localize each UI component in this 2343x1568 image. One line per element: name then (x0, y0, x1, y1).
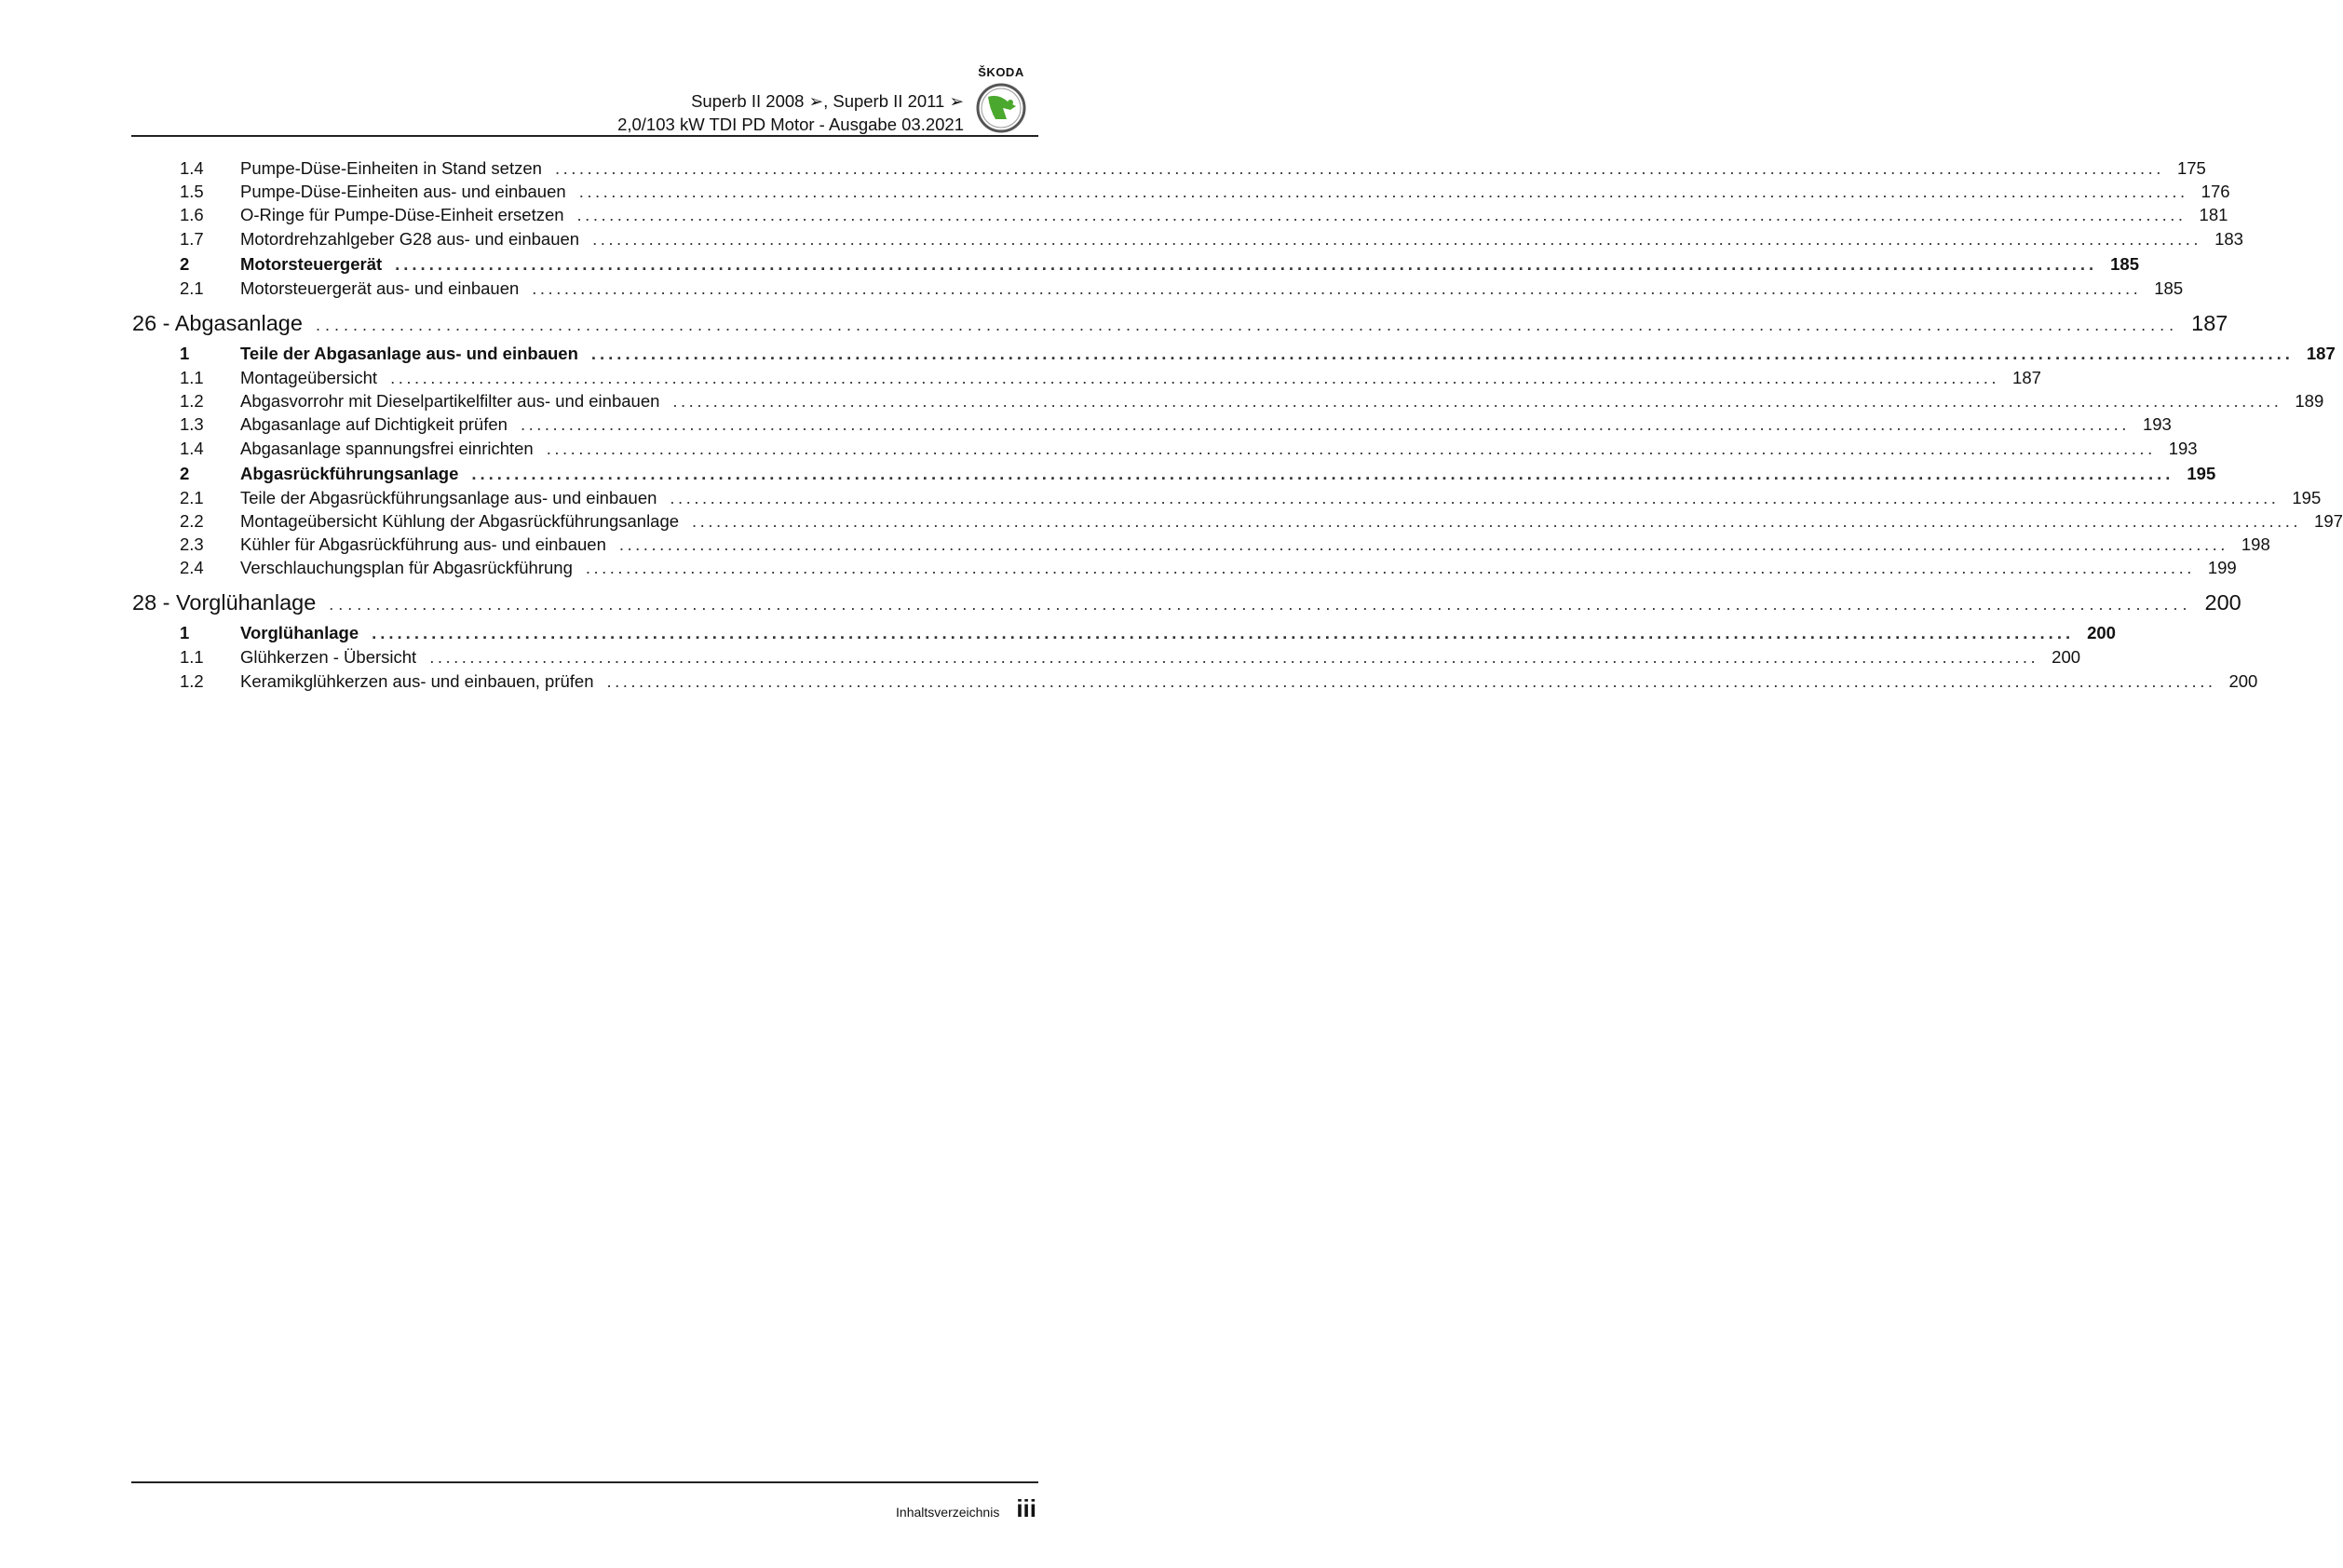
toc-section[interactable] (132, 340, 2336, 366)
toc-chapter[interactable] (132, 579, 2241, 616)
toc-number: 1.7 (180, 228, 204, 249)
toc-page: 187 (2191, 310, 2228, 335)
toc-page: 198 (2241, 534, 2270, 555)
toc-number: 1.3 (180, 414, 204, 435)
toc-page: 181 (2199, 205, 2228, 225)
toc-page: 195 (2292, 487, 2322, 507)
skoda-logo (968, 65, 1034, 134)
dot-leader: ........................................................................................................................................................................................................ (672, 391, 2282, 412)
toc-number: 1.6 (180, 205, 204, 225)
toc-number: 1 (180, 623, 190, 643)
toc-entry[interactable] (132, 366, 2041, 389)
toc-title: Montageübersicht Kühlung der Abgasrückführungsanlage (240, 510, 680, 531)
header-engine-edition: 2,0/103 kW TDI PD Motor - Ausgabe 03.2021 (617, 115, 964, 134)
toc-entry[interactable] (132, 412, 2172, 436)
dot-leader: ........................................................................................................................................................................................................ (670, 487, 2280, 507)
toc-number: 1.5 (180, 182, 204, 202)
toc-number: 2.3 (180, 534, 204, 555)
toc-number: 2.1 (180, 487, 204, 507)
toc-title: Teile der Abgasanlage aus- und einbauen (240, 343, 578, 363)
toc-title: Abgasanlage auf Dichtigkeit prüfen (240, 414, 508, 435)
logo-wordmark: ŠKODA (978, 65, 1024, 79)
footer-rule (131, 1481, 1038, 1483)
toc-page: 193 (2142, 414, 2172, 435)
toc-page: 187 (2012, 367, 2041, 387)
dot-leader: ........................................................................................................................................................................................................ (471, 463, 2174, 483)
toc-title: Vorglühanlage (240, 623, 359, 643)
toc-title: Pumpe-Düse-Einheiten aus- und einbauen (240, 182, 566, 202)
toc-page: 185 (2110, 253, 2139, 274)
toc-title: Keramikglühkerzen aus- und einbauen, prüfen (240, 670, 594, 691)
toc-entry[interactable] (132, 645, 2081, 669)
toc-page: 185 (2154, 277, 2184, 298)
dot-leader: ........................................................................................................................................................................................................ (576, 205, 2187, 225)
toc-entry[interactable] (132, 277, 2184, 300)
toc-entry[interactable] (132, 437, 2198, 460)
toc-number: 1 (180, 343, 190, 363)
toc-title: Abgasvorrohr mit Dieselpartikelfilter aus- und einbauen (240, 391, 660, 412)
toc-entry[interactable] (132, 509, 2343, 533)
toc-page: 195 (2187, 463, 2216, 483)
toc-page: 183 (2214, 228, 2243, 249)
toc-title: Motordrehzahlgeber G28 aus- und einbauen (240, 228, 580, 249)
toc-title: Glühkerzen - Übersicht (240, 647, 417, 668)
toc-title: Abgasrückführungsanlage (240, 463, 459, 483)
dot-leader: ........................................................................................................................................................................................................ (590, 343, 2294, 363)
dot-leader: ........................................................................................................................................................................................................ (520, 414, 2130, 435)
dot-leader: ........................................................................................................................................................................................................ (692, 510, 2302, 531)
toc-page: 175 (2176, 158, 2206, 178)
toc-section[interactable] (132, 619, 2116, 645)
toc-number: 1.2 (180, 670, 204, 691)
toc-title: O-Ringe für Pumpe-Düse-Einheit ersetzen (240, 205, 564, 225)
toc-title: Kühler für Abgasrückführung aus- und einbauen (240, 534, 606, 555)
dot-leader: ........................................................................................................................................................................................................ (395, 253, 2098, 274)
toc-number: 1.1 (180, 647, 204, 668)
dot-leader: ........................................................................................................................................................................................................ (329, 595, 2192, 615)
dot-leader: ........................................................................................................................................................................................................ (578, 182, 2188, 202)
toc-page: 197 (2314, 510, 2343, 531)
toc-title: Teile der Abgasrückführungsanlage aus- und einbauen (240, 487, 657, 507)
dot-leader: ........................................................................................................................................................................................................ (585, 558, 2195, 578)
dot-leader: ........................................................................................................................................................................................................ (372, 623, 2075, 643)
toc-page: 189 (2295, 391, 2324, 412)
toc-title: 26 - Abgasanlage (132, 310, 303, 335)
toc-title: Verschlauchungsplan für Abgasrückführung (240, 558, 573, 578)
toc-entry[interactable] (132, 669, 2258, 693)
header-models: Superb II 2008 ➢, Superb II 2011 ➢ (691, 91, 964, 111)
toc-number: 2.1 (180, 277, 204, 298)
toc-section[interactable] (132, 460, 2216, 486)
toc-page: 200 (2228, 670, 2258, 691)
toc-entry[interactable] (132, 533, 2270, 556)
toc-entry[interactable] (132, 486, 2322, 509)
toc-entry[interactable] (132, 227, 2243, 250)
toc-entry[interactable] (132, 203, 2228, 226)
dot-leader: ........................................................................................................................................................................................................ (429, 647, 2039, 668)
toc-number: 1.4 (180, 158, 204, 178)
toc-number: 1.2 (180, 391, 204, 412)
toc-chapter[interactable] (132, 300, 2228, 337)
document-header (617, 89, 964, 136)
toc-entry[interactable] (132, 556, 2237, 579)
dot-leader: ........................................................................................................................................................................................................ (390, 367, 2000, 387)
toc-page: 200 (2204, 590, 2241, 615)
footer-page-number: iii (1016, 1494, 1036, 1522)
toc-page: 187 (2306, 343, 2336, 363)
dot-leader: ........................................................................................................................................................................................................ (606, 670, 2216, 691)
document-footer (896, 1494, 1036, 1523)
footer-section-label: Inhaltsverzeichnis (896, 1505, 1000, 1520)
toc-number: 1.1 (180, 367, 204, 387)
dot-leader: ........................................................................................................................................................................................................ (618, 534, 2228, 555)
toc-entry[interactable] (132, 156, 2206, 180)
toc-page: 193 (2168, 438, 2198, 458)
toc-page: 200 (2052, 647, 2081, 668)
toc-page: 199 (2207, 558, 2237, 578)
toc-number: 2 (180, 253, 190, 274)
dot-leader: ........................................................................................................................................................................................................ (592, 228, 2202, 249)
toc-entry[interactable] (132, 180, 2230, 203)
dot-leader: ........................................................................................................................................................................................................ (546, 438, 2156, 458)
toc-page: 200 (2087, 623, 2116, 643)
toc-entry[interactable] (132, 389, 2324, 412)
toc-number: 2.2 (180, 510, 204, 531)
header-rule (131, 135, 1038, 137)
skoda-arrow-icon (975, 82, 1027, 134)
toc-title: Motorsteuergerät aus- und einbauen (240, 277, 520, 298)
toc-title: Montageübersicht (240, 367, 378, 387)
toc-title: 28 - Vorglühanlage (132, 590, 317, 615)
toc-number: 2 (180, 463, 190, 483)
dot-leader: ........................................................................................................................................................................................................ (554, 158, 2164, 178)
toc-number: 1.4 (180, 438, 204, 458)
toc-page: 176 (2201, 182, 2230, 202)
dot-leader: ........................................................................................................................................................................................................ (532, 277, 2142, 298)
toc-title: Motorsteuergerät (240, 253, 383, 274)
table-of-contents (132, 156, 2343, 693)
dot-leader: ........................................................................................................................................................................................................ (315, 315, 2179, 334)
toc-number: 2.4 (180, 558, 204, 578)
toc-section[interactable] (132, 250, 2139, 277)
toc-title: Abgasanlage spannungsfrei einrichten (240, 438, 534, 458)
toc-title: Pumpe-Düse-Einheiten in Stand setzen (240, 158, 542, 178)
